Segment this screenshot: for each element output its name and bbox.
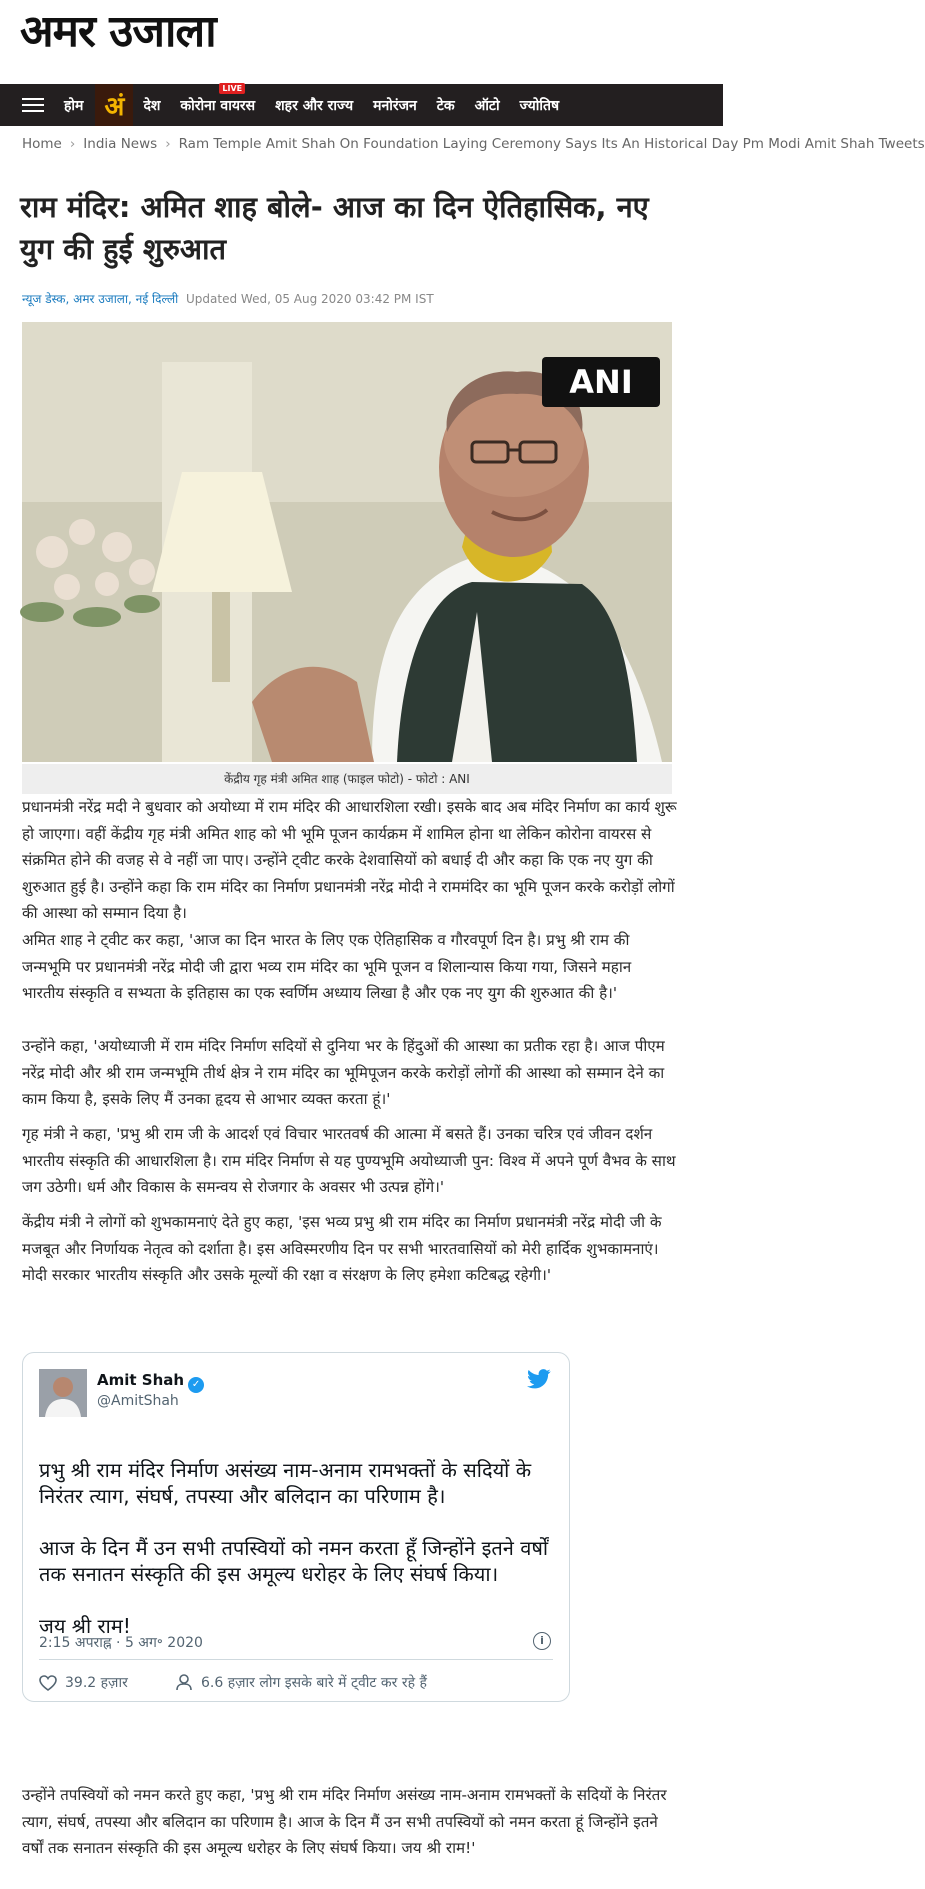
- breadcrumb-separator: ›: [165, 136, 171, 152]
- tweet-conversation-text: 6.6 हज़ार लोग इसके बारे में ट्वीट कर रहे हैं: [201, 1675, 427, 1691]
- byline-updated: Updated Wed, 05 Aug 2020 03:42 PM IST: [186, 292, 434, 306]
- badge-glyph: अं: [104, 92, 125, 122]
- nav-item-auto[interactable]: ऑटो: [474, 97, 500, 114]
- site-logo[interactable]: अमर उजाला: [20, 6, 216, 57]
- amar-ujala-badge-icon[interactable]: [95, 84, 133, 126]
- breadcrumb-india-news[interactable]: India News: [83, 136, 158, 152]
- image-caption: केंद्रीय गृह मंत्री अमित शाह (फाइल फोटो) - फोटो : ANI: [22, 764, 672, 794]
- article-paragraph-5: केंद्रीय मंत्री ने लोगों को शुभकामनाएं देते हुए कहा, 'इस भव्य प्रभु श्री राम मंदिर का निर्माण प्रधानमंत्री नरेंद्र मोदी जी के मजबूत और निर्णायक नेतृत्व को दर्शाता है। इस अविस्मरणीय दिन पर सभी भारतवासियों को मेरी हार्दिक शुभकामनाएं। मोदी सरकार भारतीय संस्कृति और उसके मूल्यों की रक्षा व संरक्षण के लिए हमेशा कटिबद्ध रहेगी।': [22, 1213, 662, 1284]
- nav-item-home[interactable]: होम: [64, 97, 84, 114]
- byline-author[interactable]: न्यूज डेस्क, अमर उजाला, नई दिल्ली: [22, 292, 179, 306]
- embedded-tweet[interactable]: [22, 1352, 570, 1702]
- breadcrumb: [22, 136, 925, 152]
- breadcrumb-current: Ram Temple Amit Shah On Foundation Laying Ceremony Says Its An Historical Day Pm Modi Amit Shah Tweets: [178, 136, 925, 152]
- nav-item-entertainment[interactable]: मनोरंजन: [373, 97, 417, 114]
- tweet-like-button[interactable]: [39, 1673, 128, 1692]
- twitter-bird-icon[interactable]: [527, 1369, 551, 1389]
- live-badge: LIVE: [219, 83, 245, 94]
- nav-item-tech[interactable]: टेक: [436, 97, 455, 114]
- nav-item-astrology[interactable]: ज्योतिष: [519, 97, 560, 114]
- main-nav: [0, 84, 723, 126]
- nav-item-corona-label: कोरोना वायरस: [180, 97, 256, 114]
- avatar-image: [39, 1369, 87, 1417]
- person-icon: [175, 1674, 193, 1691]
- tweet-avatar[interactable]: [39, 1369, 87, 1417]
- tweet-like-count: 39.2 हज़ार: [65, 1675, 128, 1691]
- nav-item-desh[interactable]: देश: [143, 97, 161, 114]
- ani-watermark: ANI: [569, 363, 633, 401]
- article-paragraph-6: उन्होंने तपस्वियों को नमन करते हुए कहा, 'प्रभु श्री राम मंदिर निर्माण असंख्य नाम-अनाम रामभक्तों के सदियों के निरंतर त्याग, संघर्ष, तपस्या और बलिदान का परिणाम है। आज के दिन मैं उन सभी तपस्वियों को नमन करता हूं जिन्होंने इतने वर्षों तक सनातन संस्कृति की इस अमूल्य धरोहर के लिए संघर्ष किया। जय श्री राम!': [22, 1786, 667, 1857]
- breadcrumb-separator: ›: [69, 136, 76, 152]
- tweet-conversation-link[interactable]: [175, 1673, 427, 1692]
- hamburger-menu-icon[interactable]: [22, 98, 44, 112]
- article-byline: [22, 290, 434, 307]
- hero-photo-illustration: [22, 322, 672, 762]
- tweet-author-handle[interactable]: @AmitShah: [97, 1393, 179, 1409]
- tweet-author-name[interactable]: [97, 1371, 204, 1393]
- article-paragraph-3: उन्होंने कहा, 'अयोध्याजी में राम मंदिर निर्माण सदियों से दुनिया भर के हिंदुओं की आस्था का प्रतीक रहा है। आज पीएम नरेंद्र मोदी और श्री राम जन्मभूमि तीर्थ क्षेत्र ने राम मंदिर का भूमिपूजन करके करोड़ों लोगों की आस्था को सम्मान देने का काम किया है, इसके लिए मैं उनका हृदय से आभार व्यक्त करता हूं।': [22, 1037, 665, 1108]
- heart-icon: [39, 1675, 57, 1691]
- nav-item-city-state[interactable]: शहर और राज्य: [275, 97, 354, 114]
- tweet-timestamp[interactable]: 2:15 अपराह्न · 5 अग॰ 2020: [39, 1635, 203, 1651]
- nav-item-corona[interactable]: [180, 83, 256, 115]
- article-paragraph-2: अमित शाह ने ट्वीट कर कहा, 'आज का दिन भारत के लिए एक ऐतिहासिक व गौरवपूर्ण दिन है। प्रभु श्री राम की जन्मभूमि पर प्रधानमंत्री नरेंद्र मोदी जी द्वारा भव्य राम मंदिर का भूमि पूजन व शिलान्यास किया गया, जिसने महान भारतीय संस्कृति व सभ्यता के इतिहास का एक स्वर्णिम अध्याय लिखा है और एक नए युग की शुरुआत की है।': [22, 931, 632, 1002]
- hero-image: [22, 322, 672, 762]
- article-paragraph-1: प्रधानमंत्री नरेंद्र मदी ने बुधवार को अयोध्या में राम मंदिर की आधारशिला रखी। इसके बाद अब मंदिर निर्माण का कार्य शुरू हो जाएगा। वहीं केंद्रीय गृह मंत्री अमित शाह को भी भूमि पूजन कार्यक्रम में शामिल होना था लेकिन कोरोना वायरस से संक्रमित होने की वजह से वे नहीं जा पाए। उन्होंने ट्वीट करके देशवासियों को बधाई दी और कहा कि एक नए युग की शुरुआत हुई है। उन्होंने कहा कि राम मंदिर का निर्माण प्रधानमंत्री नरेंद्र मोदी ने राममंदिर का भूमि पूजन करके करोड़ों लोगों की आस्था को सम्मान दिया है।: [22, 798, 677, 922]
- tweet-text: प्रभु श्री राम मंदिर निर्माण असंख्य नाम-अनाम रामभक्तों के सदियों के निरंतर त्याग, संघर्ष, तपस्या और बलिदान का परिणाम है। आज के दिन मैं उन सभी तपस्वियों को नमन करता हूँ जिन्होंने इतने वर्षों तक सनातन संस्कृति की इस अमूल्य धरोहर के लिए संघर्ष किया। जय श्री राम!: [39, 1458, 549, 1638]
- tweet-divider: [39, 1659, 553, 1660]
- article-headline: राम मंदिर: अमित शाह बोले- आज का दिन ऐतिहासिक, नए युग की हुई शुरुआत: [20, 190, 649, 267]
- breadcrumb-home[interactable]: Home: [22, 136, 62, 152]
- tweet-author-name-text: Amit Shah: [97, 1371, 185, 1389]
- logo-bar: [0, 0, 723, 84]
- verified-badge-icon: ✓: [188, 1377, 204, 1393]
- info-icon[interactable]: i: [533, 1632, 551, 1650]
- article-paragraph-4: गृह मंत्री ने कहा, 'प्रभु श्री राम जी के आदर्श एवं विचार भारतवर्ष की आत्मा में बसते हैं। उनका चरित्र एवं जीवन दर्शन भारतीय संस्कृति की आधारशिला है। राम मंदिर निर्माण से यह पुण्यभूमि अयोध्याजी पुन: विश्व में अपने पूर्ण वैभव के साथ जग उठेगी। धर्म और विकास के समन्वय से रोजगार के अवसर भी उत्पन्न होंगे।': [22, 1125, 676, 1196]
